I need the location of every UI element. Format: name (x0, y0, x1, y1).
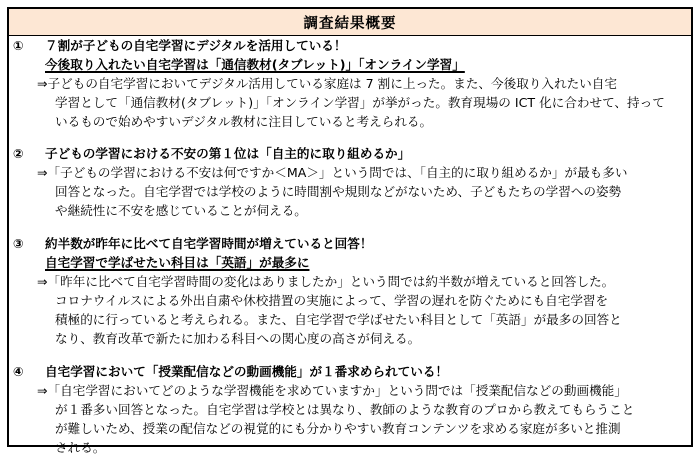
section-3-line-4: なり、教育改革で新たに加わる科目への関心度の高さが伺える。 (55, 331, 421, 346)
section-1-line-3: いるもので始めやすいデジタル教材に注目していると考えられる。 (55, 114, 433, 129)
section-3-subheading: 自宅学習で学ばせたい科目は「英語」が最多に (45, 255, 310, 270)
section-4-heading: 自宅学習において「授業配信などの動画機能」が１番求められている！ (45, 364, 448, 379)
section-4-line-3: が難しいため、授業の配信などの視覚的にも分かりやすい教育コンテンツを求める家庭が多いと推測 (55, 421, 621, 436)
page-title: 調査結果概要 (303, 15, 397, 32)
section-4-number: ④ (13, 364, 24, 379)
section-3-line-2: コロナウイルスによる外出自粛や休校措置の実施によって、学習の遅れを防ぐためにも自宅学習を (55, 293, 609, 308)
section-2-line-3: や継続性に不安を感じていることが伺える。 (55, 203, 307, 218)
title-bar (9, 9, 691, 36)
section-3-line-1: ⇒「昨年に比べて自宅学習時間の変化はありましたか」という問では約半数が増えていると回答した。 (37, 274, 615, 289)
section-3-line-3: 積極的に行っていると考えられる。また、自宅学習で学ばせたい科目として「英語」が最多の回答と (55, 312, 622, 327)
section-2-number: ② (13, 146, 24, 161)
section-2-line-1: ⇒「子どもの学習における不安は何ですか＜MA＞」という問では、「自主的に取り組めるか」が最も多い (37, 165, 628, 180)
section-1-line-2: 学習として「通信教材(タブレット)」「オンライン学習」が挙がった。教育現場の ICT 化に合わせて、持って (55, 95, 665, 110)
section-2-line-2: 回答となった。自宅学習では学校のように時間割や規則などがないため、子どもたちの学習への姿勢 (55, 184, 622, 199)
summary-box (7, 7, 693, 455)
section-4-line-4: される。 (55, 440, 106, 455)
section-2-heading: 子どもの学習における不安の第１位は「自主的に取り組めるか」 (45, 146, 411, 161)
section-3-heading: 約半数が昨年に比べて自宅学習時間が増えていると回答！ (45, 236, 373, 251)
section-1-number: ① (13, 38, 24, 53)
section-1-line-1: ⇒子どもの自宅学習においてデジタル活用している家庭は 7 割に上った。また、今後取り入れたい自宅 (37, 76, 617, 91)
section-4-line-1: ⇒「自宅学習においてどのような学習機能を求めていますか」という問では「授業配信などの動画機能」 (37, 383, 627, 398)
section-4-line-2: が１番多い回答となった。自宅学習は学校とは異なり、教師のような教育のプロから教えてもらうこと (55, 402, 635, 417)
section-1-heading: ７割が子どもの自宅学習にデジタルを活用している！ (45, 38, 347, 53)
section-1-subheading: 今後取り入れたい自宅学習は「通信教材(タブレット)」「オンライン学習」 (45, 57, 465, 72)
section-3-number: ③ (13, 236, 24, 251)
